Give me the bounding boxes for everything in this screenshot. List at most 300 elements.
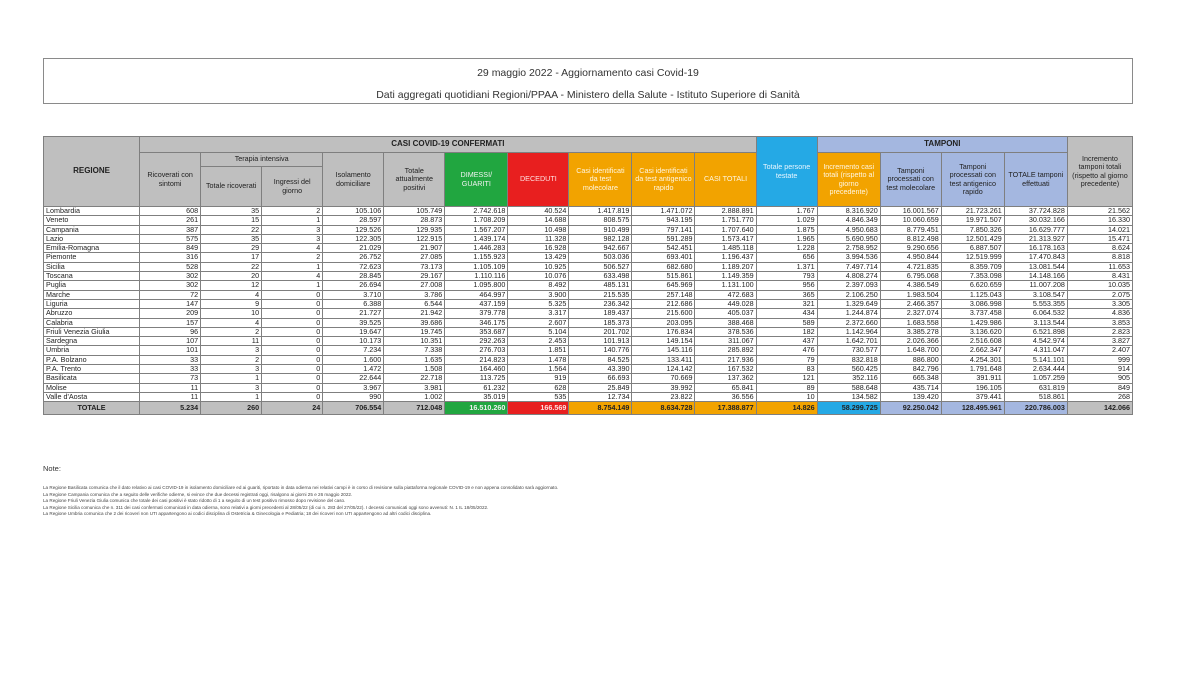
cell-positivi: 21.942: [384, 309, 445, 318]
cell-casi-mol: 942.667: [569, 244, 632, 253]
table-row: [44, 290, 1133, 299]
cell-ricoverati: 387: [140, 225, 201, 234]
cell-casi-mol: 12.734: [569, 392, 632, 401]
cell-casi-tot: 285.892: [695, 346, 756, 355]
col-tamponi-antigenico: Tamponi processati con test antigenico rapido: [941, 153, 1004, 207]
cell-ti-ingressi: 2: [262, 253, 323, 262]
table-row: [44, 225, 1133, 234]
cell-isolamento: 6.388: [323, 299, 384, 308]
cell-positivi: 6.544: [384, 299, 445, 308]
cell-tamp-mol: 4.950.844: [880, 253, 941, 262]
cell-ti-ingressi: 0: [262, 309, 323, 318]
cell-incremento: 182: [756, 327, 817, 336]
cell-ti-ingressi: 0: [262, 327, 323, 336]
table-row: [44, 262, 1133, 271]
cell-dimessi: 1.155.923: [445, 253, 508, 262]
cell-casi-mol: 910.499: [569, 225, 632, 234]
table-row: [44, 207, 1133, 216]
cell-isolamento: 3.967: [323, 383, 384, 392]
cell-isolamento: 1.472: [323, 365, 384, 374]
cell-isolamento: 28.597: [323, 216, 384, 225]
col-casi-molecolare: Casi identificati da test molecolare: [569, 153, 632, 207]
cell-ti-totale: 10: [201, 309, 262, 318]
cell-ricoverati: 73: [140, 374, 201, 383]
cell-casi-mol: 236.342: [569, 299, 632, 308]
cell-tamp-inc: 2.823: [1067, 327, 1132, 336]
cell-persone: 4.808.274: [817, 272, 880, 281]
cell-isolamento: 122.305: [323, 234, 384, 243]
cell-regione: Puglia: [44, 281, 140, 290]
cell-incremento: 1.965: [756, 234, 817, 243]
cell-tamp-tot: 17.470.843: [1004, 253, 1067, 262]
cell-casi-tot: 36.556: [695, 392, 756, 401]
cell-tamp-inc: 8.818: [1067, 253, 1132, 262]
cell-ti-ingressi: 2: [262, 207, 323, 216]
cell-ricoverati: 11: [140, 392, 201, 401]
cell-ti-totale: 1: [201, 374, 262, 383]
covid-data-table: [43, 136, 1133, 415]
cell-deceduti: 5.104: [508, 327, 569, 336]
cell-casi-tot: 65.841: [695, 383, 756, 392]
cell-isolamento: 21.029: [323, 244, 384, 253]
table-body: [44, 207, 1133, 415]
cell-tamp-tot: 37.724.828: [1004, 207, 1067, 216]
cell-regione: Emilia-Romagna: [44, 244, 140, 253]
cell-positivi: 1.002: [384, 392, 445, 401]
cell-tamp-tot: 518.861: [1004, 392, 1067, 401]
cell-persone: 1.329.649: [817, 299, 880, 308]
cell-ti-totale: 3: [201, 365, 262, 374]
cell-isolamento: 3.710: [323, 290, 384, 299]
cell-regione: Campania: [44, 225, 140, 234]
cell-positivi: 3.786: [384, 290, 445, 299]
cell-isolamento: 39.525: [323, 318, 384, 327]
table-row: [44, 281, 1133, 290]
cell-tamp-mol: 435.714: [880, 383, 941, 392]
cell-tamp-inc: 8.431: [1067, 272, 1132, 281]
cell-tamp-ant: 21.723.261: [941, 207, 1004, 216]
cell-tamp-ant: 7.850.326: [941, 225, 1004, 234]
cell-tamp-mol: 2.026.366: [880, 337, 941, 346]
cell-casi-tot: 1.149.359: [695, 272, 756, 281]
cell-casi-tot: 378.536: [695, 327, 756, 336]
cell-casi-ant: 145.116: [632, 346, 695, 355]
cell-tamp-mol: 1.983.504: [880, 290, 941, 299]
cell-persone: 8.316.920: [817, 207, 880, 216]
cell-casi-mol: 66.693: [569, 374, 632, 383]
cell-deceduti: 1.851: [508, 346, 569, 355]
total-tamp-ant: 128.495.961: [941, 402, 1004, 415]
col-tamponi-molecolare: Tamponi processati con test molecolare: [880, 153, 941, 207]
cell-deceduti: 1.564: [508, 365, 569, 374]
cell-tamp-mol: 6.795.068: [880, 272, 941, 281]
cell-deceduti: 40.524: [508, 207, 569, 216]
note-line: La Regione Campania comunica che a seguito delle verifiche odierne, si evince che due decessi registrati oggi, risalgono ai giorni 25 e 26 maggio 2022.: [43, 491, 353, 497]
cell-casi-ant: 39.992: [632, 383, 695, 392]
cell-deceduti: 919: [508, 374, 569, 383]
table-row: [44, 327, 1133, 336]
cell-regione: Lombardia: [44, 207, 140, 216]
cell-ricoverati: 157: [140, 318, 201, 327]
cell-ti-totale: 11: [201, 337, 262, 346]
total-ti-ingressi: 24: [262, 402, 323, 415]
cell-casi-ant: 591.289: [632, 234, 695, 243]
total-ricoverati: 5.234: [140, 402, 201, 415]
cell-incremento: 437: [756, 337, 817, 346]
cell-tamp-ant: 6.620.659: [941, 281, 1004, 290]
cell-ricoverati: 147: [140, 299, 201, 308]
group-casi-confermati: CASI COVID-19 CONFERMATI: [140, 137, 757, 153]
cell-ti-totale: 20: [201, 272, 262, 281]
cell-casi-ant: 215.600: [632, 309, 695, 318]
cell-positivi: 22.718: [384, 374, 445, 383]
table-row: [44, 392, 1133, 401]
cell-positivi: 29.167: [384, 272, 445, 281]
cell-casi-mol: 101.913: [569, 337, 632, 346]
table-row: [44, 309, 1133, 318]
col-incremento-casi: Incremento casi totali (rispetto al giorno precedente): [817, 153, 880, 207]
cell-casi-ant: 212.686: [632, 299, 695, 308]
cell-isolamento: 129.526: [323, 225, 384, 234]
cell-dimessi: 1.439.174: [445, 234, 508, 243]
col-casi-totali: CASI TOTALI: [695, 153, 756, 207]
col-ti-totale: Totale ricoverati: [201, 167, 262, 207]
total-incremento: 14.826: [756, 402, 817, 415]
cell-casi-tot: 472.683: [695, 290, 756, 299]
cell-positivi: 1.508: [384, 365, 445, 374]
cell-regione: Valle d'Aosta: [44, 392, 140, 401]
total-ti-totale: 260: [201, 402, 262, 415]
cell-ti-ingressi: 3: [262, 225, 323, 234]
total-dimessi: 16.510.260: [445, 402, 508, 415]
cell-casi-ant: 133.411: [632, 355, 695, 364]
cell-tamp-inc: 3.853: [1067, 318, 1132, 327]
cell-casi-ant: 149.154: [632, 337, 695, 346]
col-persone-testate: Totale persone testate: [756, 137, 817, 207]
cell-casi-mol: 43.390: [569, 365, 632, 374]
table-row: [44, 355, 1133, 364]
cell-tamp-ant: 2.516.608: [941, 337, 1004, 346]
cell-tamp-tot: 16.178.163: [1004, 244, 1067, 253]
cell-tamp-inc: 8.624: [1067, 244, 1132, 253]
cell-ti-ingressi: 0: [262, 392, 323, 401]
cell-incremento: 656: [756, 253, 817, 262]
notes-list: [43, 485, 1143, 518]
cell-persone: 3.994.536: [817, 253, 880, 262]
cell-tamp-ant: 3.086.998: [941, 299, 1004, 308]
cell-casi-tot: 1.131.100: [695, 281, 756, 290]
cell-tamp-inc: 3.827: [1067, 337, 1132, 346]
cell-incremento: 321: [756, 299, 817, 308]
cell-casi-ant: 682.680: [632, 262, 695, 271]
cell-isolamento: 1.600: [323, 355, 384, 364]
cell-tamp-ant: 1.125.043: [941, 290, 1004, 299]
cell-deceduti: 10.076: [508, 272, 569, 281]
report-subtitle: Dati aggregati quotidiani Regioni/PPAA - Ministero della Salute - Istituto Superiore di Sanità: [376, 89, 800, 101]
total-casi-mol: 8.754.149: [569, 402, 632, 415]
cell-casi-tot: 1.485.118: [695, 244, 756, 253]
cell-tamp-tot: 30.032.166: [1004, 216, 1067, 225]
cell-regione: Sardegna: [44, 337, 140, 346]
table-row: [44, 299, 1133, 308]
cell-regione: Liguria: [44, 299, 140, 308]
cell-casi-mol: 506.527: [569, 262, 632, 271]
cell-ricoverati: 72: [140, 290, 201, 299]
cell-regione: Sicilia: [44, 262, 140, 271]
cell-deceduti: 5.325: [508, 299, 569, 308]
col-deceduti: DECEDUTI: [508, 153, 569, 207]
cell-casi-tot: 449.028: [695, 299, 756, 308]
cell-casi-ant: 176.834: [632, 327, 695, 336]
cell-tamp-inc: 914: [1067, 365, 1132, 374]
cell-positivi: 21.907: [384, 244, 445, 253]
cell-incremento: 365: [756, 290, 817, 299]
cell-isolamento: 105.106: [323, 207, 384, 216]
cell-casi-ant: 70.669: [632, 374, 695, 383]
cell-casi-tot: 1.751.770: [695, 216, 756, 225]
cell-tamp-ant: 3.737.458: [941, 309, 1004, 318]
cell-incremento: 793: [756, 272, 817, 281]
cell-casi-tot: 167.532: [695, 365, 756, 374]
cell-ti-ingressi: 0: [262, 290, 323, 299]
cell-ti-ingressi: 3: [262, 234, 323, 243]
cell-regione: Toscana: [44, 272, 140, 281]
cell-tamp-mol: 8.812.498: [880, 234, 941, 243]
cell-regione: Piemonte: [44, 253, 140, 262]
cell-tamp-inc: 11.653: [1067, 262, 1132, 271]
cell-tamp-inc: 999: [1067, 355, 1132, 364]
total-regione: TOTALE: [44, 402, 140, 415]
cell-ricoverati: 608: [140, 207, 201, 216]
cell-deceduti: 14.688: [508, 216, 569, 225]
cell-ti-ingressi: 0: [262, 355, 323, 364]
cell-dimessi: 353.687: [445, 327, 508, 336]
cell-dimessi: 346.175: [445, 318, 508, 327]
cell-ti-totale: 17: [201, 253, 262, 262]
cell-isolamento: 19.647: [323, 327, 384, 336]
cell-ti-totale: 3: [201, 346, 262, 355]
cell-persone: 4.846.349: [817, 216, 880, 225]
cell-incremento: 1.228: [756, 244, 817, 253]
cell-casi-mol: 633.498: [569, 272, 632, 281]
cell-casi-ant: 542.451: [632, 244, 695, 253]
cell-casi-tot: 388.468: [695, 318, 756, 327]
cell-tamp-tot: 3.108.547: [1004, 290, 1067, 299]
cell-deceduti: 3.900: [508, 290, 569, 299]
total-deceduti: 166.569: [508, 402, 569, 415]
cell-tamp-ant: 6.887.507: [941, 244, 1004, 253]
cell-regione: Basilicata: [44, 374, 140, 383]
cell-positivi: 105.749: [384, 207, 445, 216]
cell-ti-ingressi: 4: [262, 272, 323, 281]
cell-ricoverati: 107: [140, 337, 201, 346]
cell-tamp-tot: 21.313.927: [1004, 234, 1067, 243]
cell-ti-totale: 2: [201, 327, 262, 336]
cell-ricoverati: 849: [140, 244, 201, 253]
cell-incremento: 956: [756, 281, 817, 290]
cell-tamp-tot: 16.629.777: [1004, 225, 1067, 234]
table-row: [44, 234, 1133, 243]
table-row: [44, 216, 1133, 225]
cell-casi-ant: 203.095: [632, 318, 695, 327]
table-row: [44, 272, 1133, 281]
cell-tamp-mol: 2.466.357: [880, 299, 941, 308]
col-isolamento: Isolamento domiciliare: [323, 153, 384, 207]
cell-positivi: 28.873: [384, 216, 445, 225]
total-casi-tot: 17.388.877: [695, 402, 756, 415]
cell-tamp-tot: 631.819: [1004, 383, 1067, 392]
cell-isolamento: 26.752: [323, 253, 384, 262]
cell-dimessi: 164.460: [445, 365, 508, 374]
cell-casi-ant: 257.148: [632, 290, 695, 299]
cell-tamp-tot: 14.148.166: [1004, 272, 1067, 281]
cell-tamp-inc: 849: [1067, 383, 1132, 392]
cell-ti-totale: 4: [201, 318, 262, 327]
cell-ti-totale: 1: [201, 392, 262, 401]
cell-ti-ingressi: 0: [262, 365, 323, 374]
cell-casi-ant: 943.195: [632, 216, 695, 225]
cell-persone: 2.106.250: [817, 290, 880, 299]
cell-regione: Veneto: [44, 216, 140, 225]
cell-tamp-ant: 391.911: [941, 374, 1004, 383]
cell-persone: 588.648: [817, 383, 880, 392]
cell-deceduti: 628: [508, 383, 569, 392]
cell-persone: 730.577: [817, 346, 880, 355]
cell-dimessi: 464.997: [445, 290, 508, 299]
cell-dimessi: 1.708.209: [445, 216, 508, 225]
cell-ti-totale: 35: [201, 207, 262, 216]
cell-regione: Friuli Venezia Giulia: [44, 327, 140, 336]
cell-ti-totale: 35: [201, 234, 262, 243]
cell-persone: 1.244.874: [817, 309, 880, 318]
cell-ricoverati: 316: [140, 253, 201, 262]
cell-ti-ingressi: 1: [262, 262, 323, 271]
cell-ricoverati: 575: [140, 234, 201, 243]
cell-casi-mol: 140.776: [569, 346, 632, 355]
cell-ti-ingressi: 0: [262, 318, 323, 327]
cell-positivi: 129.935: [384, 225, 445, 234]
cell-tamp-tot: 11.007.208: [1004, 281, 1067, 290]
cell-deceduti: 10.925: [508, 262, 569, 271]
table-row: [44, 244, 1133, 253]
cell-deceduti: 2.453: [508, 337, 569, 346]
table-row: [44, 374, 1133, 383]
cell-persone: 7.497.714: [817, 262, 880, 271]
total-row: [44, 402, 1133, 415]
cell-tamp-ant: 4.254.301: [941, 355, 1004, 364]
cell-tamp-ant: 7.353.098: [941, 272, 1004, 281]
cell-incremento: 10: [756, 392, 817, 401]
cell-incremento: 589: [756, 318, 817, 327]
cell-ti-totale: 3: [201, 383, 262, 392]
cell-tamp-inc: 268: [1067, 392, 1132, 401]
cell-ricoverati: 261: [140, 216, 201, 225]
cell-tamp-mol: 139.420: [880, 392, 941, 401]
cell-tamp-mol: 8.779.451: [880, 225, 941, 234]
cell-casi-mol: 215.535: [569, 290, 632, 299]
cell-dimessi: 1.110.116: [445, 272, 508, 281]
cell-isolamento: 7.234: [323, 346, 384, 355]
cell-tamp-ant: 196.105: [941, 383, 1004, 392]
cell-ti-totale: 2: [201, 355, 262, 364]
cell-casi-mol: 201.702: [569, 327, 632, 336]
col-regione: REGIONE: [44, 137, 140, 207]
total-positivi: 712.048: [384, 402, 445, 415]
cell-isolamento: 990: [323, 392, 384, 401]
cell-ti-ingressi: 1: [262, 216, 323, 225]
cell-incremento: 1.875: [756, 225, 817, 234]
cell-tamp-mol: 10.060.659: [880, 216, 941, 225]
cell-ricoverati: 302: [140, 272, 201, 281]
cell-ti-totale: 9: [201, 299, 262, 308]
total-isolamento: 706.554: [323, 402, 384, 415]
cell-tamp-mol: 3.385.278: [880, 327, 941, 336]
cell-persone: 2.372.660: [817, 318, 880, 327]
cell-persone: 352.116: [817, 374, 880, 383]
cell-isolamento: 26.694: [323, 281, 384, 290]
cell-isolamento: 10.173: [323, 337, 384, 346]
cell-tamp-tot: 4.311.047: [1004, 346, 1067, 355]
note-line: La Regione Sicilia comunica che n. 311 dei casi confermati comunicati in data odierna, sono relativi a giorni precedenti al 28/05/22 (di cui n. 283 del 27/05/22). I decessi comunicati oggi sono avvenuti: N. 1 IL 18/05/2022.: [43, 504, 489, 510]
cell-tamp-inc: 4.836: [1067, 309, 1132, 318]
cell-ti-totale: 22: [201, 225, 262, 234]
cell-isolamento: 28.845: [323, 272, 384, 281]
table-row: [44, 346, 1133, 355]
cell-tamp-inc: 905: [1067, 374, 1132, 383]
cell-tamp-tot: 2.634.444: [1004, 365, 1067, 374]
cell-positivi: 27.008: [384, 281, 445, 290]
cell-positivi: 73.173: [384, 262, 445, 271]
cell-ricoverati: 33: [140, 365, 201, 374]
cell-tamp-tot: 6.521.898: [1004, 327, 1067, 336]
cell-isolamento: 21.727: [323, 309, 384, 318]
cell-tamp-ant: 2.662.347: [941, 346, 1004, 355]
cell-persone: 5.690.950: [817, 234, 880, 243]
cell-tamp-mol: 4.721.835: [880, 262, 941, 271]
cell-incremento: 121: [756, 374, 817, 383]
cell-dimessi: 1.446.283: [445, 244, 508, 253]
cell-positivi: 1.635: [384, 355, 445, 364]
cell-tamp-mol: 9.290.656: [880, 244, 941, 253]
cell-casi-mol: 503.036: [569, 253, 632, 262]
cell-tamp-mol: 4.386.549: [880, 281, 941, 290]
table-row: [44, 253, 1133, 262]
cell-incremento: 476: [756, 346, 817, 355]
cell-tamp-inc: 2.407: [1067, 346, 1132, 355]
cell-deceduti: 11.328: [508, 234, 569, 243]
cell-ricoverati: 209: [140, 309, 201, 318]
note-line: La Regione Friuli Venezia Giulia comunica che totale dei casi positivi è stato ridotto di 1 a seguito di un test positivo rimosso dopo revisione del caso.: [43, 498, 346, 504]
total-persone: 58.299.725: [817, 402, 880, 415]
cell-tamp-inc: 3.305: [1067, 299, 1132, 308]
cell-casi-tot: 311.067: [695, 337, 756, 346]
cell-persone: 2.397.093: [817, 281, 880, 290]
cell-casi-tot: 1.707.640: [695, 225, 756, 234]
cell-tamp-tot: 13.081.544: [1004, 262, 1067, 271]
cell-incremento: 1.029: [756, 216, 817, 225]
cell-tamp-ant: 379.441: [941, 392, 1004, 401]
cell-casi-mol: 808.575: [569, 216, 632, 225]
total-tamp-inc: 142.066: [1067, 402, 1132, 415]
col-dimessi: DIMESSI/ GUARITI: [445, 153, 508, 207]
cell-casi-mol: 185.373: [569, 318, 632, 327]
cell-tamp-mol: 1.683.558: [880, 318, 941, 327]
cell-casi-ant: 797.141: [632, 225, 695, 234]
cell-tamp-tot: 3.113.544: [1004, 318, 1067, 327]
cell-positivi: 39.686: [384, 318, 445, 327]
cell-positivi: 10.351: [384, 337, 445, 346]
cell-ricoverati: 11: [140, 383, 201, 392]
